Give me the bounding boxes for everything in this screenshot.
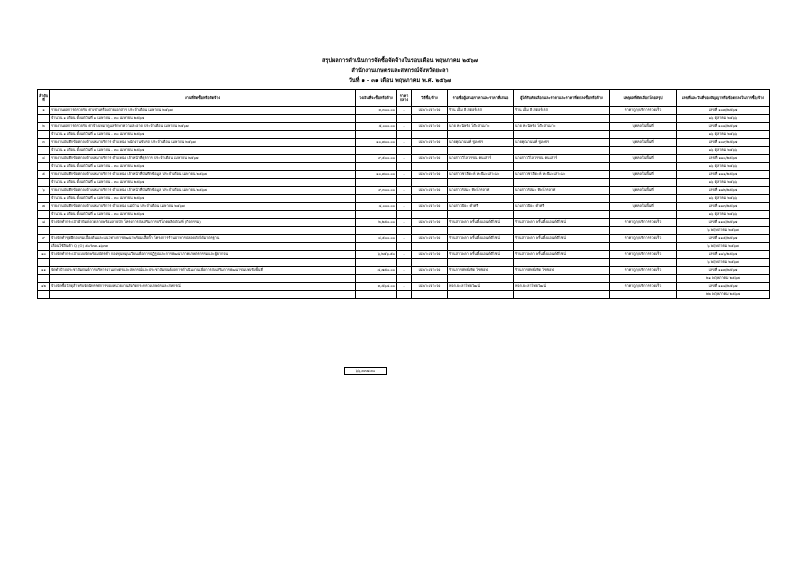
table-row bbox=[38, 283, 770, 291]
cell-amount bbox=[356, 243, 397, 251]
cell-bidder bbox=[448, 227, 514, 235]
procurement-table bbox=[37, 89, 770, 299]
cell-reason bbox=[610, 275, 677, 283]
cell-work: จำนวน ๑ เดือน ตั้งแต่วันที่ ๑ เมษายน - ๓๐ เมษายน ๒๕๖๗ bbox=[50, 195, 356, 203]
cell-bidder bbox=[448, 211, 514, 219]
table-row bbox=[38, 203, 770, 211]
cell-median: - bbox=[397, 251, 412, 259]
cell-amount: ๔,๗๕๐.๐๐ bbox=[356, 267, 397, 275]
cell-median: - bbox=[397, 155, 412, 163]
table-row bbox=[38, 155, 770, 163]
cell-median: - bbox=[397, 107, 412, 115]
cell-no: ๑ bbox=[38, 107, 50, 115]
cell-amount: ๕,๐๐๐.๐๐ bbox=[356, 123, 397, 131]
cell-no bbox=[38, 195, 50, 203]
cell-reason: ราคาถูก/บริการรวดเร็ว bbox=[610, 251, 677, 259]
cell-contract: เลขที่ ๑๑๐/๒๕๖๗ bbox=[677, 155, 770, 163]
cell-no bbox=[38, 115, 50, 123]
cell-contract: ๑๖ ตุลาคม ๒๕๖๖ bbox=[677, 195, 770, 203]
cell-contract: เลขที่ ๑๑๒/๒๕๖๗ bbox=[677, 187, 770, 195]
cell-contract: เลขที่ ๑๐๘/๒๕๖๗ bbox=[677, 123, 770, 131]
column-header: วงเงินที่จะซื้อหรือจ้าง bbox=[356, 90, 397, 107]
cell-amount bbox=[356, 131, 397, 139]
cell-no: ๙ bbox=[38, 235, 50, 243]
table-row bbox=[38, 267, 770, 275]
cell-method bbox=[412, 147, 448, 155]
cell-no: ๘ bbox=[38, 219, 50, 227]
cell-bidder: ร้านสาวพลา พริ้นติ้งแอนด์ดีไซน์ bbox=[448, 251, 514, 259]
cell-work: รายงานบันทึกข้อตกลงจ้างเหมาบริการ ตำแหน่ง เจ้าหน้าที่บันทึกข้อมูล ประจำเดือน เมษายน ๒๕๖๗ bbox=[50, 187, 356, 195]
table-header-row bbox=[38, 90, 770, 107]
cell-reason bbox=[610, 195, 677, 203]
cell-contract: เลขที่ ๑๑๘/๒๕๖๗ bbox=[677, 283, 770, 291]
cell-amount bbox=[356, 163, 397, 171]
cell-no bbox=[38, 179, 50, 187]
table-row bbox=[38, 195, 770, 203]
cell-amount bbox=[356, 211, 397, 219]
cell-reason: บุคคลในพื้นที่ bbox=[610, 139, 677, 147]
column-header: ผู้ได้รับคัดเลือกและราคาและราคาที่ตกลงซื้อหรือจ้าง bbox=[514, 90, 610, 107]
cell-bidder bbox=[448, 195, 514, 203]
cell-method bbox=[412, 227, 448, 235]
table-row bbox=[38, 275, 770, 283]
cell-bidder bbox=[448, 243, 514, 251]
cell-method: เฉพาะเจาะจง bbox=[412, 267, 448, 275]
cell-work: จ้างจัดซื้อวัสดุสำหรับจัดนิทรรศการของหน่วยงานสังกัดกระทรวงเกษตรและสหกรณ์ bbox=[50, 283, 356, 291]
cell-no bbox=[38, 131, 50, 139]
cell-amount bbox=[356, 227, 397, 235]
cell-amount bbox=[356, 195, 397, 203]
cell-median bbox=[397, 179, 412, 187]
cell-method: เฉพาะเจาะจง bbox=[412, 123, 448, 131]
cell-amount: ๓,๕๖๔.๐๐ bbox=[356, 283, 397, 291]
cell-amount: ๓,๓๐๐.๐๐ bbox=[356, 107, 397, 115]
cell-winner: นางสาวปิยะ คำศรี bbox=[514, 203, 610, 211]
cell-median bbox=[397, 211, 412, 219]
cell-contract: ๑๖ ตุลาคม ๒๕๖๖ bbox=[677, 163, 770, 171]
cell-no: ๑๒ bbox=[38, 283, 50, 291]
cell-method bbox=[412, 259, 448, 267]
cell-bidder: ร้าน เอ็ม พี สตอร์เรส bbox=[448, 107, 514, 115]
cell-method bbox=[412, 195, 448, 203]
cell-median: - bbox=[397, 171, 412, 179]
cell-contract: ๖ พฤษภาคม ๒๕๖๗ bbox=[677, 243, 770, 251]
cell-median: - bbox=[397, 139, 412, 147]
table-row bbox=[38, 235, 770, 243]
cell-bidder: นางสาววิไลวรรณ คนเสาร์ bbox=[448, 155, 514, 163]
cell-work: จ้างจัดทำชุดฝึกอบรมเบื้องต้นและแนวทางการพัฒนาพร้อมเสื้อกั๊ก โครงการร้านอาหารปลอดภัยได้มาตรฐาน bbox=[50, 235, 356, 243]
cell-median: - bbox=[397, 187, 412, 195]
column-header: งานที่จัดซื้อหรือจัดจ้าง bbox=[50, 90, 356, 107]
cell-method: เฉพาะเจาะจง bbox=[412, 107, 448, 115]
cell-method: เฉพาะเจาะจง bbox=[412, 283, 448, 291]
cell-reason bbox=[610, 179, 677, 187]
cell-work: จ้างจัดทำกระเป๋าแบบจัดพร้อมบัตรคำ กองทุนหมุนเวียนเพื่อการปฏิรูปและการพัฒนาภาคเกษตรกรรมและผู้ยากจน bbox=[50, 251, 356, 259]
cell-method: เฉพาะเจาะจง bbox=[412, 203, 448, 211]
cell-median: - bbox=[397, 219, 412, 227]
cell-work bbox=[50, 227, 356, 235]
table-row bbox=[38, 211, 770, 219]
cell-median bbox=[397, 147, 412, 155]
cell-work bbox=[50, 259, 356, 267]
cell-no bbox=[38, 227, 50, 235]
cell-winner bbox=[514, 163, 610, 171]
cell-bidder: หจก.ยะลาไทยวัฒน์ bbox=[448, 283, 514, 291]
cell-work bbox=[50, 291, 356, 299]
cell-bidder: นาย ทะนิษรัง โต๊ะสาเมาะ bbox=[448, 123, 514, 131]
cell-no: ๓ bbox=[38, 139, 50, 147]
cell-bidder: นางสาวซาฮีดะห์ หะยีมะเสาะมะ bbox=[448, 171, 514, 179]
cell-reason: ราคาถูก/บริการรวดเร็ว bbox=[610, 107, 677, 115]
cell-amount: ๒,๒๕๐.๐๐ bbox=[356, 219, 397, 227]
cell-reason: บุคคลในพื้นที่ bbox=[610, 155, 677, 163]
cell-no bbox=[38, 147, 50, 155]
cell-contract: เลขที่ ๑๑๔/๒๕๖๗ bbox=[677, 219, 770, 227]
document-header bbox=[0, 56, 800, 86]
cell-work: รายงานบันทึกข้อตกลงจ้างเหมาบริการ ตำแหน่ง พนักงานขับรถ ประจำเดือน เมษายน ๒๕๖๗ bbox=[50, 139, 356, 147]
report-title: สรุปผลการดำเนินการจัดซื้อจัดจ้างในรอบเดือน พฤษภาคม ๒๕๖๗ bbox=[322, 58, 478, 64]
cell-amount bbox=[356, 275, 397, 283]
cell-bidder bbox=[448, 115, 514, 123]
table-row bbox=[38, 243, 770, 251]
cell-reason: ราคาถูก/บริการรวดเร็ว bbox=[610, 219, 677, 227]
cell-amount bbox=[356, 259, 397, 267]
cell-reason: บุคคลในพื้นที่ bbox=[610, 203, 677, 211]
cell-contract: เลขที่ ๑๑๑/๒๕๖๗ bbox=[677, 171, 770, 179]
cell-contract: เลขที่ ๑๑๓/๒๕๖๗ bbox=[677, 203, 770, 211]
cell-winner bbox=[514, 259, 610, 267]
cell-work: รายงานผลการตรวจรับ ค่าจ้างเหมาดูแลรักษาความสะอาด ประจำเดือน เมษายน ๒๕๖๗ bbox=[50, 123, 356, 131]
cell-bidder bbox=[448, 259, 514, 267]
cell-no: ๑๐ bbox=[38, 251, 50, 259]
cell-work: จ้างจัดทำกระเป๋าผ้าพิมพ์ลวดลายพร้อมลายปัก โครงการส่งเสริมการบริโภคผลิตภัณฑ์ (กิจกรรม) bbox=[50, 219, 356, 227]
cell-winner: ร้านสาวพลา พริ้นติ้งแอนด์ดีไซน์ bbox=[514, 219, 610, 227]
cell-winner: นางสาววิไลวรรณ คนเสาร์ bbox=[514, 155, 610, 163]
cell-method: เฉพาะเจาะจง bbox=[412, 139, 448, 147]
cell-median: - bbox=[397, 123, 412, 131]
cell-contract: ๒๒ พฤษภาคม ๒๕๖๗ bbox=[677, 291, 770, 299]
cell-amount bbox=[356, 179, 397, 187]
cell-median bbox=[397, 163, 412, 171]
cell-median: - bbox=[397, 267, 412, 275]
cell-winner bbox=[514, 211, 610, 219]
cell-no: ๖ bbox=[38, 187, 50, 195]
table-row bbox=[38, 107, 770, 115]
cell-winner bbox=[514, 243, 610, 251]
cell-reason bbox=[610, 147, 677, 155]
grand-total: ๖๖,๓๓๗.๓๐ bbox=[344, 367, 387, 375]
cell-median bbox=[397, 291, 412, 299]
cell-median bbox=[397, 275, 412, 283]
cell-bidder: นางสาวรัสมะ ทิพโกรลาศ bbox=[448, 187, 514, 195]
cell-method bbox=[412, 115, 448, 123]
column-header: รายชื่อผู้เสนอราคาและราคาที่เสนอ bbox=[448, 90, 514, 107]
cell-median bbox=[397, 195, 412, 203]
cell-amount: ๔,๐๐๐.๐๐ bbox=[356, 203, 397, 211]
cell-method bbox=[412, 163, 448, 171]
cell-winner: ร้านสาวพลา พริ้นติ้งแอนด์ดีไซน์ bbox=[514, 251, 610, 259]
cell-bidder bbox=[448, 147, 514, 155]
cell-contract: ๑๖ ตุลาคม ๒๕๖๖ bbox=[677, 179, 770, 187]
cell-amount: ๔,๕๐๐.๐๐ bbox=[356, 235, 397, 243]
cell-reason: บุคคลในพื้นที่ bbox=[610, 123, 677, 131]
cell-method: เฉพาะเจาะจง bbox=[412, 251, 448, 259]
cell-work: จำนวน ๑ เดือน ตั้งแต่วันที่ ๑ เมษายน - ๓๐ เมษายน ๒๕๖๗ bbox=[50, 163, 356, 171]
cell-contract: เลขที่ ๑๐๗/๒๕๖๗ bbox=[677, 107, 770, 115]
cell-amount bbox=[356, 115, 397, 123]
cell-amount: ๙,๕๐๐.๐๐ bbox=[356, 155, 397, 163]
column-header: เลขที่และวันที่ของสัญญาหรือข้อตกลงในการซื้อ/จ้าง bbox=[677, 90, 770, 107]
cell-winner: นายคุณานนท์ ชูเพชร bbox=[514, 139, 610, 147]
cell-no bbox=[38, 163, 50, 171]
cell-winner bbox=[514, 195, 610, 203]
cell-winner bbox=[514, 227, 610, 235]
cell-no bbox=[38, 211, 50, 219]
cell-contract: เลขที่ ๑๑๕/๒๕๖๗ bbox=[677, 235, 770, 243]
cell-work: รายงานบันทึกข้อตกลงจ้างเหมาบริการ ตำแหน่ง แม่บ้าน ประจำเดือน เมษายน ๒๕๖๗ bbox=[50, 203, 356, 211]
cell-winner: นางสาวซาฮีดะห์ หะยีมะเสาะมะ bbox=[514, 171, 610, 179]
cell-bidder: ร้านการพัทธ์เทิด ไซซอฟ bbox=[448, 267, 514, 275]
cell-method bbox=[412, 179, 448, 187]
cell-method: เฉพาะเจาะจง bbox=[412, 171, 448, 179]
cell-reason bbox=[610, 291, 677, 299]
cell-method: เฉพาะเจาะจง bbox=[412, 187, 448, 195]
cell-method bbox=[412, 291, 448, 299]
cell-method: เฉพาะเจาะจง bbox=[412, 155, 448, 163]
cell-winner bbox=[514, 115, 610, 123]
cell-median bbox=[397, 243, 412, 251]
cell-median bbox=[397, 227, 412, 235]
column-header: เหตุผลที่คัดเลือกโดยสรุป bbox=[610, 90, 677, 107]
cell-amount: ๖,๒๕๖.๕๐ bbox=[356, 251, 397, 259]
cell-amount bbox=[356, 291, 397, 299]
cell-no bbox=[38, 243, 50, 251]
cell-contract: ๒๑ พฤษภาคม ๒๕๖๗ bbox=[677, 275, 770, 283]
cell-reason: บุคคลในพื้นที่ bbox=[610, 171, 677, 179]
cell-work: รายงานผลการตรวจรับ ค่าเช่าเครื่องถ่ายเอกสาร ประจำเดือน เมษายน ๒๕๖๗ bbox=[50, 107, 356, 115]
cell-winner: ร้านสาวพลา พริ้นติ้งแอนด์ดีไซน์ bbox=[514, 235, 610, 243]
cell-reason bbox=[610, 227, 677, 235]
column-header: วิธีซื้อ/จ้าง bbox=[412, 90, 448, 107]
table-row bbox=[38, 227, 770, 235]
table-row bbox=[38, 163, 770, 171]
cell-work: จำนวน ๑ เดือน ตั้งแต่วันที่ ๑ เมษายน - ๓๐ เมษายน ๒๕๖๗ bbox=[50, 147, 356, 155]
table-row bbox=[38, 115, 770, 123]
cell-winner: นางสาวรัสมะ ทิพโกรลาศ bbox=[514, 187, 610, 195]
cell-median: - bbox=[397, 283, 412, 291]
report-date-range: วันที่ ๑ - ๓๑ เดือน พฤษภาคม พ.ศ. ๒๕๖๗ bbox=[348, 78, 452, 84]
cell-winner bbox=[514, 179, 610, 187]
cell-no: ๗ bbox=[38, 203, 50, 211]
cell-bidder bbox=[448, 179, 514, 187]
cell-no bbox=[38, 275, 50, 283]
cell-winner: หจก.ยะลาไทยวัฒน์ bbox=[514, 283, 610, 291]
cell-bidder: ร้านสาวพลา พริ้นติ้งแอนด์ดีไซน์ bbox=[448, 219, 514, 227]
cell-reason bbox=[610, 259, 677, 267]
cell-median bbox=[397, 131, 412, 139]
table-body bbox=[38, 107, 770, 299]
cell-reason bbox=[610, 243, 677, 251]
cell-contract: ๑๖ ตุลาคม ๒๕๖๖ bbox=[677, 147, 770, 155]
table-row bbox=[38, 259, 770, 267]
table-row bbox=[38, 147, 770, 155]
cell-median bbox=[397, 115, 412, 123]
table-row bbox=[38, 139, 770, 147]
table-row bbox=[38, 131, 770, 139]
cell-contract: เลขที่ ๑๑๖/๒๕๖๗ bbox=[677, 251, 770, 259]
cell-winner bbox=[514, 131, 610, 139]
cell-no: ๔ bbox=[38, 155, 50, 163]
cell-reason: ราคาถูก/บริการรวดเร็ว bbox=[610, 235, 677, 243]
column-header: ราคากลาง bbox=[397, 90, 412, 107]
cell-method: เฉพาะเจาะจง bbox=[412, 219, 448, 227]
table-row bbox=[38, 171, 770, 179]
cell-bidder: นางสาวปิยะ คำศรี bbox=[448, 203, 514, 211]
cell-work: จำนวน ๑ เดือน ตั้งแต่วันที่ ๑ เมษายน - ๓๐ เมษายน ๒๕๖๗ bbox=[50, 211, 356, 219]
cell-work: จำนวน ๑ เดือน ตั้งแต่วันที่ ๑ เมษายน - ๓๐ เมษายน ๒๕๖๗ bbox=[50, 115, 356, 123]
cell-reason bbox=[610, 163, 677, 171]
cell-winner bbox=[514, 147, 610, 155]
cell-winner bbox=[514, 275, 610, 283]
cell-work: จำนวน ๑ เดือน ตั้งแต่วันที่ ๑ เมษายน - ๓๐ เมษายน ๒๕๖๗ bbox=[50, 131, 356, 139]
cell-median: - bbox=[397, 235, 412, 243]
cell-reason bbox=[610, 211, 677, 219]
cell-winner: ร้าน เอ็ม พี สตอร์เรส bbox=[514, 107, 610, 115]
cell-reason bbox=[610, 131, 677, 139]
cell-work: เลื่อนใช้สินค้า Q (O) ๕๐ร๓๓-๑๖๓๓ bbox=[50, 243, 356, 251]
table-row bbox=[38, 187, 770, 195]
cell-bidder bbox=[448, 291, 514, 299]
cell-contract: ๑๖ ตุลาคม ๒๕๖๖ bbox=[677, 131, 770, 139]
cell-amount bbox=[356, 147, 397, 155]
cell-method bbox=[412, 131, 448, 139]
table-row bbox=[38, 179, 770, 187]
cell-winner: นาย ทะนิษรัง โต๊ะสาเมาะ bbox=[514, 123, 610, 131]
cell-method bbox=[412, 275, 448, 283]
cell-winner bbox=[514, 291, 610, 299]
cell-bidder bbox=[448, 131, 514, 139]
cell-bidder: นายคุณานนท์ ชูเพชร bbox=[448, 139, 514, 147]
cell-reason: ราคาถูก/บริการรวดเร็ว bbox=[610, 267, 677, 275]
cell-no bbox=[38, 259, 50, 267]
cell-contract: ๖ พฤษภาคม ๒๕๖๗ bbox=[677, 227, 770, 235]
cell-contract: ๑๖ ตุลาคม ๒๕๖๖ bbox=[677, 115, 770, 123]
table-row bbox=[38, 123, 770, 131]
cell-contract: เลขที่ ๑๑๗/๒๕๖๗ bbox=[677, 267, 770, 275]
cell-reason: ราคาถูก/บริการรวดเร็ว bbox=[610, 283, 677, 291]
organization-name: สำนักงานเกษตรและสหกรณ์จังหวัดยะลา bbox=[351, 68, 449, 74]
cell-work: รายงานบันทึกข้อตกลงจ้างเหมาบริการ ตำแหน่ง เจ้าหน้าที่บันทึกข้อมูล ประจำเดือน เมษายน ๒๕๖๗ bbox=[50, 171, 356, 179]
cell-amount: ๑๐,๗๐๐.๐๐ bbox=[356, 139, 397, 147]
cell-contract: ๑๖ ตุลาคม ๒๕๖๖ bbox=[677, 211, 770, 219]
cell-work: จำนวน ๑ เดือน ตั้งแต่วันที่ ๑ เมษายน - ๓๐ เมษายน ๒๕๖๗ bbox=[50, 179, 356, 187]
cell-no bbox=[38, 291, 50, 299]
cell-amount: ๑๐,๗๐๐.๐๐ bbox=[356, 171, 397, 179]
cell-work: รายงานบันทึกข้อตกลงจ้างเหมาบริการ ตำแหน่ง เจ้าหน้าที่ธุรการ ประจำเดือน เมษายน ๒๕๖๗ bbox=[50, 155, 356, 163]
cell-bidder bbox=[448, 163, 514, 171]
cell-method bbox=[412, 211, 448, 219]
cell-contract: เลขที่ ๑๐๙/๒๕๖๗ bbox=[677, 139, 770, 147]
cell-bidder bbox=[448, 275, 514, 283]
cell-bidder: ร้านสาวพลา พริ้นติ้งแอนด์ดีไซน์ bbox=[448, 235, 514, 243]
cell-reason: บุคคลในพื้นที่ bbox=[610, 187, 677, 195]
cell-amount: ๙,๓๐๐.๐๐ bbox=[356, 187, 397, 195]
cell-work: จัดทำป้ายประชาสัมพันธ์การบริหารงานเกษตรและสหกรณ์และประชาสัมพันธ์ผลการดำเนินงานเพื่อการส่งเสริมการพัฒนาชนบทเชิงพื้นที่ bbox=[50, 267, 356, 275]
cell-no: ๕ bbox=[38, 171, 50, 179]
cell-median: - bbox=[397, 203, 412, 211]
table-row bbox=[38, 291, 770, 299]
cell-winner: ร้านการพัทธ์เทิด ไซซอฟ bbox=[514, 267, 610, 275]
cell-contract: ๖ พฤษภาคม ๒๕๖๗ bbox=[677, 259, 770, 267]
table-row bbox=[38, 251, 770, 259]
table-row bbox=[38, 219, 770, 227]
cell-method bbox=[412, 243, 448, 251]
cell-median bbox=[397, 259, 412, 267]
cell-no: ๒ bbox=[38, 123, 50, 131]
cell-reason bbox=[610, 115, 677, 123]
cell-no: ๑๑ bbox=[38, 267, 50, 275]
cell-method: เฉพาะเจาะจง bbox=[412, 235, 448, 243]
cell-work bbox=[50, 275, 356, 283]
column-header: ลำดับที่ bbox=[38, 90, 50, 107]
